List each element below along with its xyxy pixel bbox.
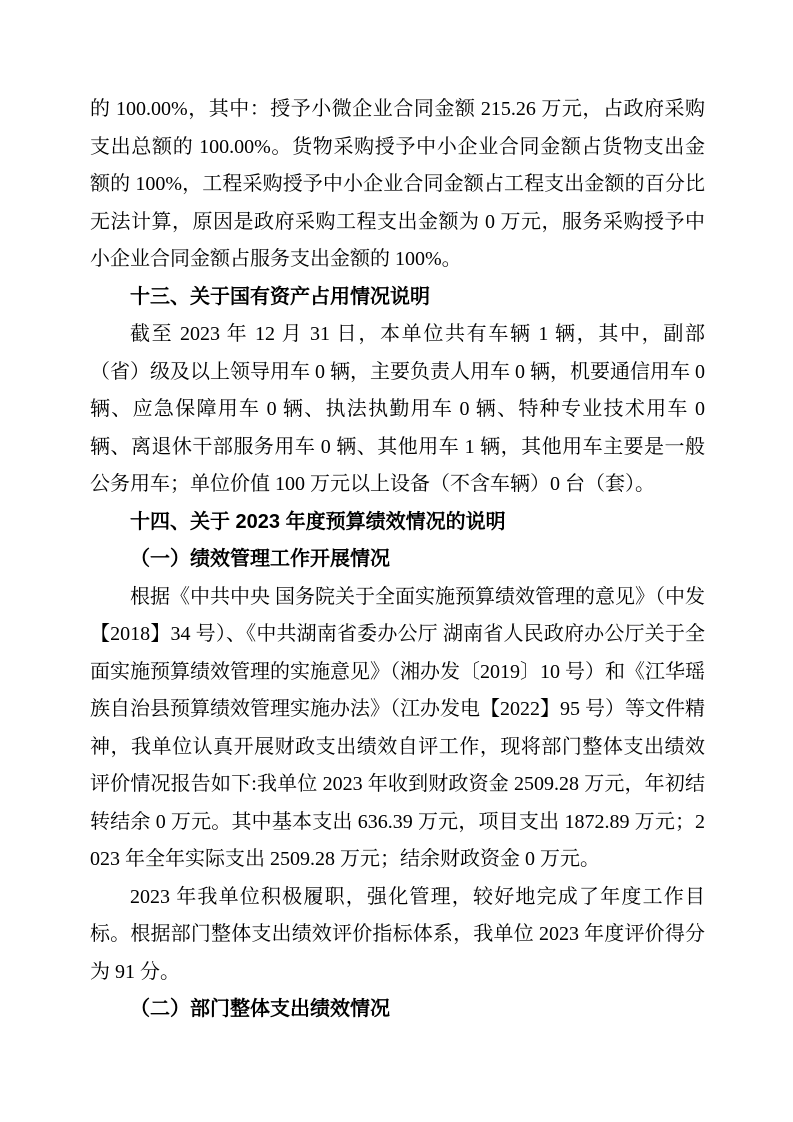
paragraph-evaluation-score: 2023 年我单位积极履职，强化管理，较好地完成了年度工作目标。根据部门整体支出绩效评价指标体系，我单位 2023 年度评价得分为 91 分。 — [90, 885, 705, 983]
paragraph-procurement-continuation: 的 100.00%，其中：授予小微企业合同金额 215.26 万元，占政府采购支出总额的 100.00%。货物采购授予中小企业合同金额占货物支出金额的 100%，工程采购授予中小企业合同金额占工程支出金额的百分比无法计算，原因是政府采购工程支出金额为 0 万元，服务采购授予中小企业合同金额占服务支出金额的 100%。 — [90, 98, 705, 270]
subsection-1-heading: （一）绩效管理工作开展情况 — [130, 548, 390, 570]
paragraph-performance-management: 根据《中共中央 国务院关于全面实施预算绩效管理的意见》（中发【2018】34 号）、《中共湖南省委办公厅 湖南省人民政府办公厅关于全面实施预算绩效管理的实施意见》（湘办发〔2019〕10 号）和《江华瑶族自治县预算绩效管理实施办法》（江办发电【2022】95 号）等文件精神，我单位认真开展财政支出绩效自评工作，现将部门整体支出绩效评价情况报告如下:我单位 2023 年收到财政资金 2509.28 万元，年初结转结余 0 万元。其中基本支出 636.39 万元，项目支出 1872.89 万元；2023 年全年实际支出 2509.28 万元；结余财政资金 0 万元。 — [90, 585, 705, 870]
section-13-heading: 十三、关于国有资产占用情况说明 — [130, 285, 430, 308]
section-14-heading: 十四、关于 2023 年度预算绩效情况的说明 — [130, 510, 506, 533]
subsection-2-heading: （二）部门整体支出绩效情况 — [130, 998, 390, 1020]
paragraph-state-asset-usage: 截至 2023 年 12 月 31 日，本单位共有车辆 1 辆，其中，副部（省）级及以上领导用车 0 辆，主要负责人用车 0 辆，机要通信用车 0 辆、应急保障用车 0 辆、执法执勤用车 0 辆、特种专业技术用车 0 辆、离退休干部服务用车 0 辆、其他用车 1 辆，其他用车主要是一般公务用车；单位价值 100 万元以上设备（不含车辆）0 台（套）。 — [90, 323, 705, 495]
